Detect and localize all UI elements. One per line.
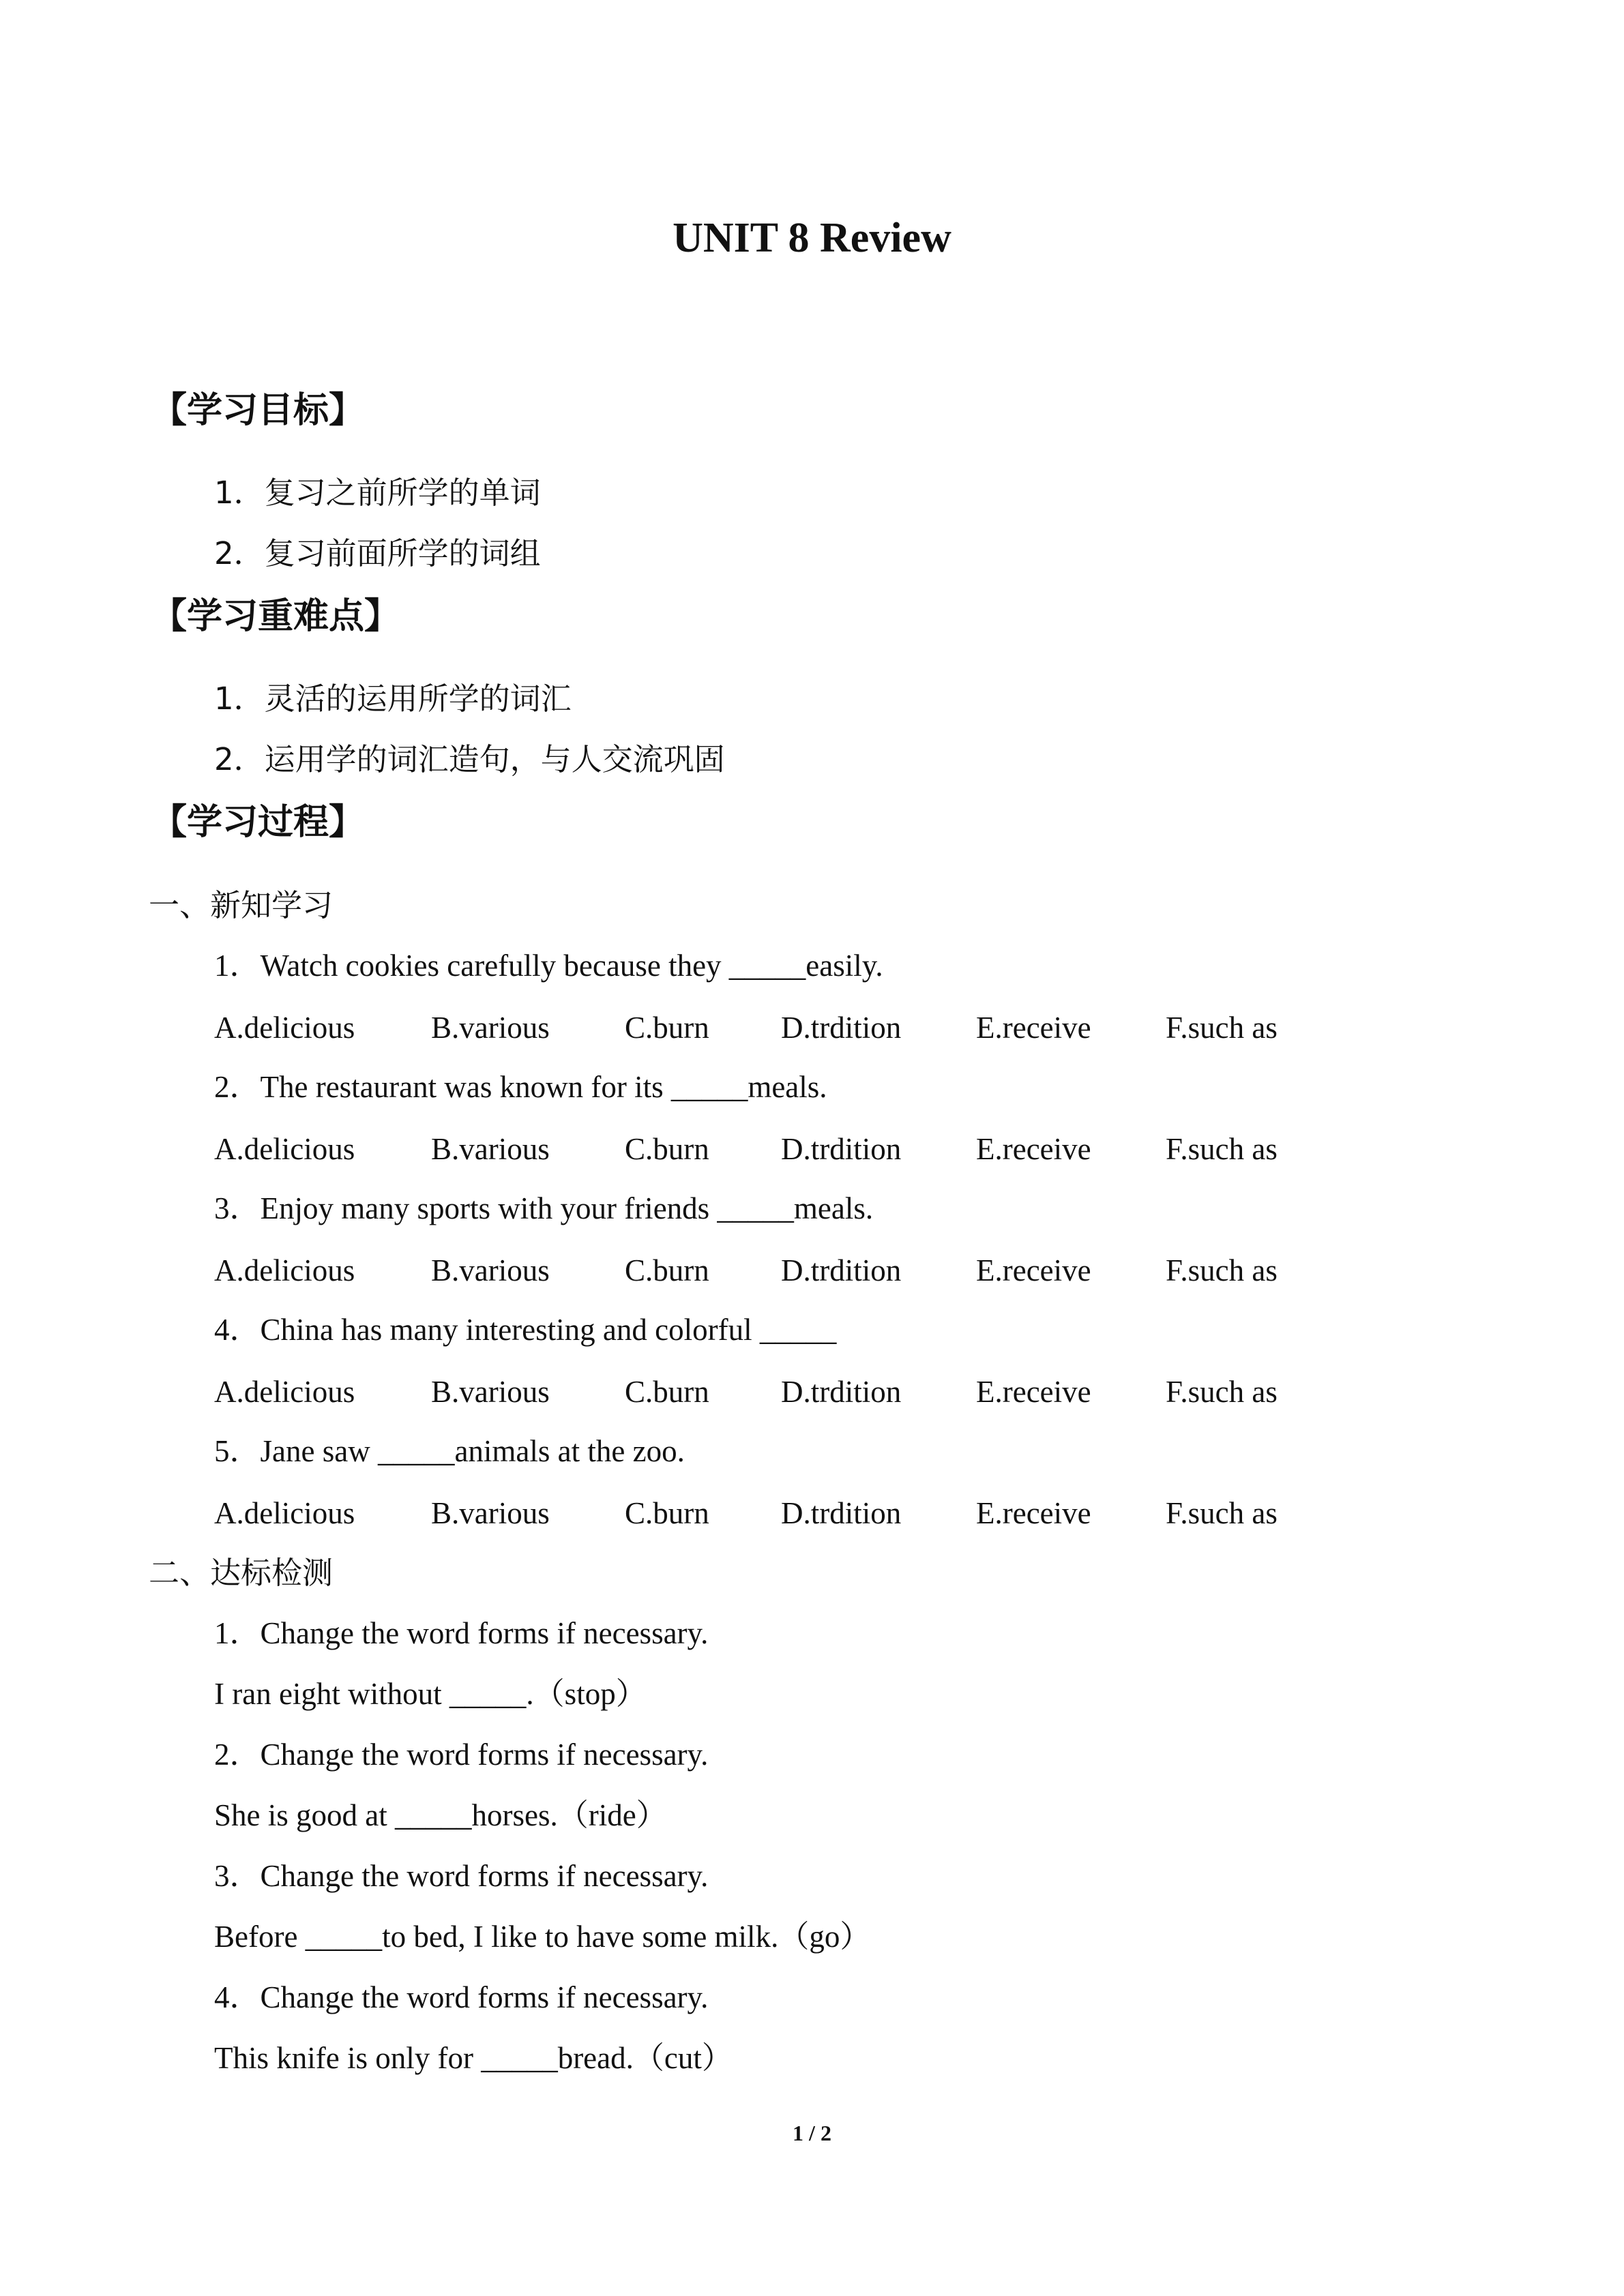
question-3: 3．Enjoy many sports with your friends _____meals. — [214, 1191, 874, 1225]
option-label: B.various — [431, 1132, 550, 1166]
option-label: D.trdition — [781, 1132, 902, 1166]
part2-sentence-4: This knife is only for _____bread.（cut） — [214, 2041, 733, 2075]
option-label: A.delicious — [214, 1132, 355, 1166]
option-label: C.burn — [625, 1375, 709, 1409]
option-label: B.various — [431, 1375, 550, 1409]
option-label: E.receive — [976, 1132, 1091, 1166]
option-label: A.delicious — [214, 1253, 355, 1287]
option-label: F.such as — [1166, 1375, 1278, 1409]
part2-instruction-1: 1．Change the word forms if necessary. — [214, 1616, 709, 1650]
option-label: D.trdition — [781, 1253, 902, 1287]
goal-item: 1．复习之前所学的单词 — [214, 475, 541, 511]
page-title: UNIT 8 Review — [673, 215, 951, 261]
option-label: F.such as — [1166, 1496, 1278, 1530]
option-label: E.receive — [976, 1011, 1091, 1045]
section-heading-goals: 【学习目标】 — [151, 390, 365, 431]
part2-sentence-3: Before _____to bed, I like to have some milk.（go） — [214, 1920, 871, 1954]
part2-instruction-4: 4．Change the word forms if necessary. — [214, 1980, 709, 2014]
option-label: E.receive — [976, 1375, 1091, 1409]
part2-instruction-2: 2．Change the word forms if necessary. — [214, 1738, 709, 1772]
option-label: E.receive — [976, 1253, 1091, 1287]
option-label: A.delicious — [214, 1011, 355, 1045]
part1-label: 一、新知学习 — [149, 887, 334, 923]
option-label: D.trdition — [781, 1011, 902, 1045]
section-heading-key-points: 【学习重难点】 — [151, 596, 400, 637]
option-label: A.delicious — [214, 1375, 355, 1409]
option-label: F.such as — [1166, 1253, 1278, 1287]
option-label: F.such as — [1166, 1132, 1278, 1166]
option-label: F.such as — [1166, 1011, 1278, 1045]
question-5: 5．Jane saw _____animals at the zoo. — [214, 1434, 685, 1468]
option-label: E.receive — [976, 1496, 1091, 1530]
option-label: B.various — [431, 1496, 550, 1530]
key-point-item: 1．灵活的运用所学的词汇 — [214, 681, 572, 717]
question-2: 2．The restaurant was known for its _____meals. — [214, 1070, 827, 1104]
option-label: D.trdition — [781, 1375, 902, 1409]
option-label: C.burn — [625, 1496, 709, 1530]
page-number: 1 / 2 — [793, 2121, 831, 2145]
option-label: B.various — [431, 1253, 550, 1287]
part2-sentence-1: I ran eight without _____.（stop） — [214, 1677, 647, 1711]
question-4: 4．China has many interesting and colorful _____ — [214, 1313, 837, 1347]
option-label: C.burn — [625, 1132, 709, 1166]
goal-item: 2．复习前面所学的词组 — [214, 535, 541, 571]
key-point-item: 2．运用学的词汇造句，与人交流巩固 — [214, 741, 725, 777]
question-1: 1．Watch cookies carefully because they _____easily. — [214, 949, 883, 983]
part2-instruction-3: 3．Change the word forms if necessary. — [214, 1859, 709, 1893]
section-heading-process: 【学习过程】 — [151, 802, 365, 843]
part2-label: 二、达标检测 — [149, 1555, 334, 1591]
option-label: B.various — [431, 1011, 550, 1045]
option-label: C.burn — [625, 1253, 709, 1287]
part2-sentence-2: She is good at _____horses.（ride） — [214, 1798, 667, 1832]
option-label: A.delicious — [214, 1496, 355, 1530]
option-label: D.trdition — [781, 1496, 902, 1530]
option-label: C.burn — [625, 1011, 709, 1045]
